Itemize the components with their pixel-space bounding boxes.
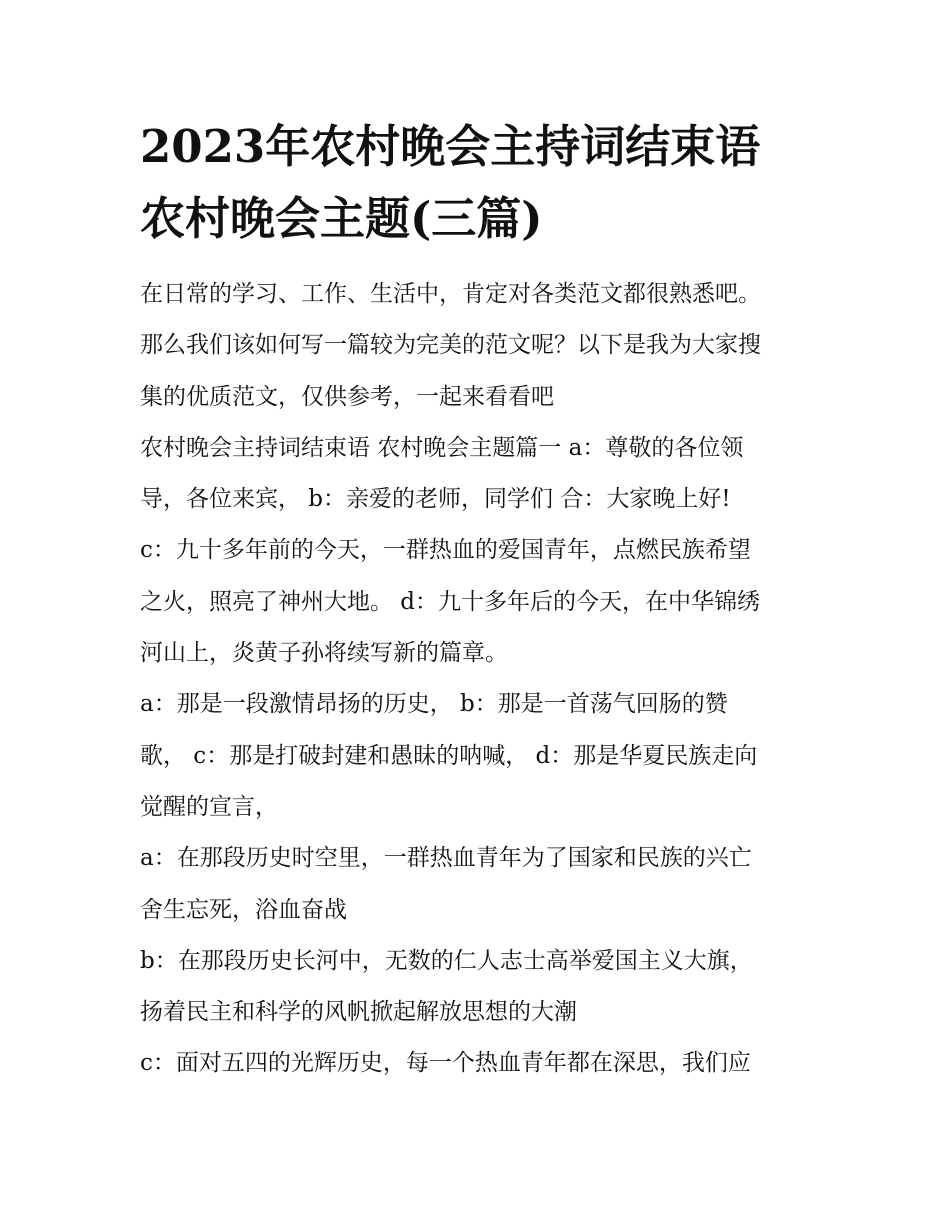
paragraph-c: [140, 1038, 820, 1089]
paragraph-b: [140, 936, 820, 1039]
text-line: a：在那段历史时空里，一群热血青年为了国家和民族的兴亡: [140, 845, 752, 872]
text-line: b：在那段历史长河中，无数的仁人志士高举爱国主义大旗，: [140, 947, 753, 974]
paragraph-intro: [140, 269, 820, 423]
text-line: 扬着民主和科学的风帆掀起解放思想的大潮: [140, 999, 577, 1026]
text-line: 河山上，炎黄子孙将续写新的篇章。: [140, 640, 508, 667]
text-line: 舍生忘死，浴血奋战: [140, 896, 347, 923]
text-line: 导，各位来宾， b：亲爱的老师，同学们 合：大家晚上好!: [140, 486, 731, 513]
text-line: 之火，照亮了神州大地。 d：九十多年后的今天，在中华锦绣: [140, 588, 761, 615]
text-line: c：面对五四的光辉历史，每一个热血青年都在深思，我们应: [140, 1050, 751, 1077]
text-line: 在日常的学习、工作、生活中，肯定对各类范文都很熟悉吧。: [140, 281, 761, 307]
text-line: 那么我们该如何写一篇较为完美的范文呢？以下是我为大家搜: [140, 332, 761, 359]
title-line-1: 2023年农村晚会主持词结束语: [140, 120, 761, 173]
text-line: 觉醒的宣言，: [140, 793, 278, 820]
paragraph-opening: [140, 423, 820, 679]
document-body: [140, 269, 820, 1090]
document-title: [140, 118, 820, 248]
title-line-2: 农村晚会主题(三篇): [140, 192, 543, 245]
text-line: a：那是一段激情昂扬的历史， b：那是一首荡气回肠的赞: [140, 691, 728, 718]
text-line: 歌， c：那是打破封建和愚昧的呐喊， d：那是华夏民族走向: [140, 742, 758, 769]
text-line: 农村晚会主持词结束语 农村晚会主题篇一 a：尊敬的各位领: [140, 434, 744, 461]
text-line: 集的优质范文，仅供参考，一起来看看吧: [140, 383, 554, 410]
paragraph-history: [140, 679, 820, 833]
paragraph-a: [140, 833, 820, 936]
document-page: [140, 118, 820, 1090]
text-line: c：九十多年前的今天，一群热血的爱国青年，点燃民族希望: [140, 537, 751, 564]
